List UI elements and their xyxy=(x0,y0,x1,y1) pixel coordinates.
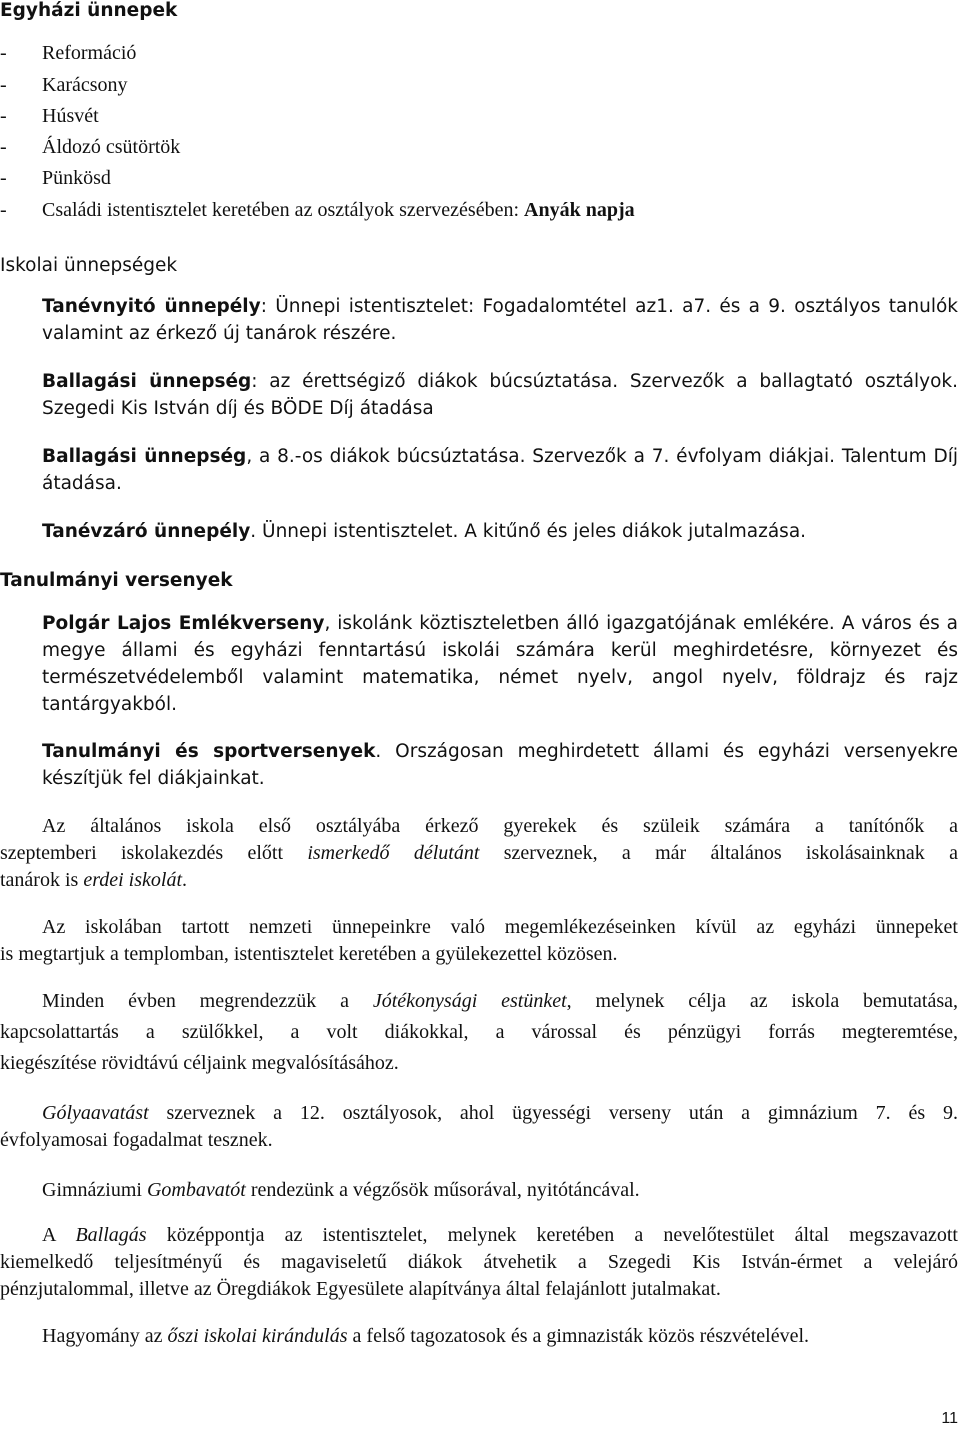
gombavato-paragraph: Gimnáziumi Gombavatót rendezünk a végzősök műsorával, nyitótáncával. xyxy=(42,1179,640,1201)
school-trip-paragraph: Hagyomány az őszi iskolai kirándulás a felső tagozatosok és a gimnazisták közös részvételével. xyxy=(42,1325,810,1347)
general-school-line1: Az általános iskola első osztályába érkező gyerekek és szüleik számára a tanítónők a xyxy=(42,815,958,837)
opening-ceremony-line1: Tanévnyitó ünnepély: Ünnepi istentisztelet: Fogadalomtétel az1. a7. és a 9. osztályos tanulók xyxy=(42,296,958,317)
goly-line2: évfolyamosai fogadalmat tesznek. xyxy=(0,1129,273,1151)
section-title-church-holidays: Egyházi ünnepek xyxy=(0,0,178,21)
polgar-line2: megye állami és egyházi fenntartású iskolái számára kerül meghirdetésre, környezet és xyxy=(42,640,958,661)
graduation-line2: Szegedi Kis István díj és BÖDE Díj átadása xyxy=(42,398,434,419)
polgar-line1: Polgár Lajos Emlékverseny, iskolánk köztiszteletben álló igazgatójának emlékére. A város és a xyxy=(42,613,958,634)
section-title-competitions: Tanulmányi versenyek xyxy=(0,570,233,591)
polgar-line4: tantárgyakból. xyxy=(42,694,178,715)
charity-line2: kapcsolattartás a szülőkkel, a volt diákokkal, a várossal és pénzügyi forrás megteremtése, xyxy=(0,1021,958,1043)
polgar-line3: természetvédelemből valamint matematika, német nyelv, angol nyelv, földrajz és rajz xyxy=(42,667,958,688)
graduation8-line2: átadása. xyxy=(42,473,122,494)
goly-line1: Gólyaavatást szerveznek a 12. osztályosok, ahol ügyességi verseny után a gimnázium 7. és 9. xyxy=(42,1102,958,1124)
opening-ceremony-line2: valamint az érkező új tanárok részére. xyxy=(42,323,397,344)
national-holidays-line1: Az iskolában tartott nemzeti ünnepeinkre való megemlékezéseinken kívül az egyházi ünnepeket xyxy=(42,916,958,938)
sport-line2: készítjük fel diákjainkat. xyxy=(42,768,265,789)
general-school-line3: tanárok is erdei iskolát. xyxy=(0,869,187,891)
section-title-school-ceremonies: Iskolai ünnepségek xyxy=(0,255,178,276)
sport-line1: Tanulmányi és sportversenyek. Országosan meghirdetett állami és egyházi versenyekre xyxy=(42,741,958,762)
charity-line3: kiegészítése rövidtávú céljaink megvalósításához. xyxy=(0,1052,399,1074)
general-school-line2: szeptemberi iskolakezdés előtt ismerkedő délutánt szerveznek, a már általános iskolásainknak a xyxy=(0,842,958,864)
graduation8-line1: Ballagási ünnepség, a 8.-os diákok búcsúztatása. Szervezők a 7. évfolyam diákjai. Talentum Díj xyxy=(42,446,958,467)
ballagas-line1: A Ballagás középpontja az istentisztelet, melynek keretében a nevelőtestület által megszavazott xyxy=(42,1224,958,1246)
charity-line1: Minden évben megrendezzük a Jótékonysági estünket, melynek célja az iskola bemutatása, xyxy=(42,990,959,1012)
ballagas-line3: pénzjutalommal, illetve az Öregdiákok Egyesülete alapítványa által felajánlott jutalmakat. xyxy=(0,1278,721,1300)
document-page: Egyházi ünnepek - Reformáció - Karácsony - Húsvét - Áldozó csütörtök - Pünkösd - Családi istentisztelet keretében az osztályok szervezésében: Anyák napja Iskolai ünnepségek Tanévnyitó ünnepély: Ünnepi istentisztelet: Fogadalomtétel az1. a7. és a 9. osztályos tanulók valamint az érkező új tanárok részére. Ballagási ünnepség: az érettségiző diákok búcsúztatása. Szervezők a ballagtató osztályok. Szegedi Kis István díj és BÖDE Díj átadása Ballagási ünnepség, a 8.-os diákok búcsúztatása. Szervezők a 7. évfolyam diákjai. Talentum Díj átadása. Tanévzáró ünnepély. Ünnepi istentisztelet. A kitűnő és jeles diákok jutalmazása. Tanulmányi versenyek Polgár Lajos Emlékverseny, iskolánk köztiszteletben álló igazgatójának emlékére. A város és a megye állami és egyházi fenntartású iskolái számára kerül meghirdetésre, környezet és természetvédelemből valamint matematika, német nyelv, angol nyelv, földrajz és rajz tantárgyakból. Tanulmányi és sportversenyek. Országosan meghirdetett állami és egyházi versenyekre készítjük fel diákjainkat. Az általános iskola első osztályába érkező gyerekek és szüleik számára a tanítónők a szeptemberi iskolakezdés előtt ismerkedő délutánt szerveznek, a már általános iskolásainknak a tanárok is erdei iskolát. Az iskolában tartott nemzeti ünnepeinkre való megemlékezéseinken kívül az egyházi ünnepeket is megtartjuk a templomban, istentisztelet keretében a gyülekezettel közösen. Minden évben megrendezzük a Jótékonysági estünket, melynek célja az iskola bemutatása, kapcsolattartás a szülőkkel, a volt diákokkal, a várossal és pénzügyi forrás megteremtése, kiegészítése rövidtávú céljaink megvalósításához. Gólyaavatást szerveznek a 12. osztályosok, ahol ügyességi verseny után a gimnázium 7. és 9. évfolyamosai fogadalmat tesznek. Gimnáziumi Gombavatót rendezünk a végzősök műsorával, nyitótáncával. A Ballagás középpontja az istentisztelet, melynek keretében a nevelőtestület által megszavazott kiemelkedő teljesítményű és magaviseletű diákok átvehetik a Szegedi Kis István-érmet a velejáró pénzjutalommal, illetve az Öregdiákok Egyesülete alapítványa által felajánlott jutalmakat. Hagyomány az őszi iskolai kirándulás a felső tagozatosok és a gimnazisták közös részvételével. 11 xyxy=(0,0,959,1427)
page-number: 11 xyxy=(941,1410,958,1427)
closing-ceremony: Tanévzáró ünnepély. Ünnepi istentisztelet. A kitűnő és jeles diákok jutalmazása. xyxy=(42,521,807,542)
graduation-line1: Ballagási ünnepség: az érettségiző diákok búcsúztatása. Szervezők a ballagtató osztályok. xyxy=(42,371,958,392)
national-holidays-line2: is megtartjuk a templomban, istentisztelet keretében a gyülekezettel közösen. xyxy=(0,943,618,965)
ballagas-line2: kiemelkedő teljesítményű és magaviseletű diákok átvehetik a Szegedi Kis István-érmet a velejáró xyxy=(0,1251,958,1273)
